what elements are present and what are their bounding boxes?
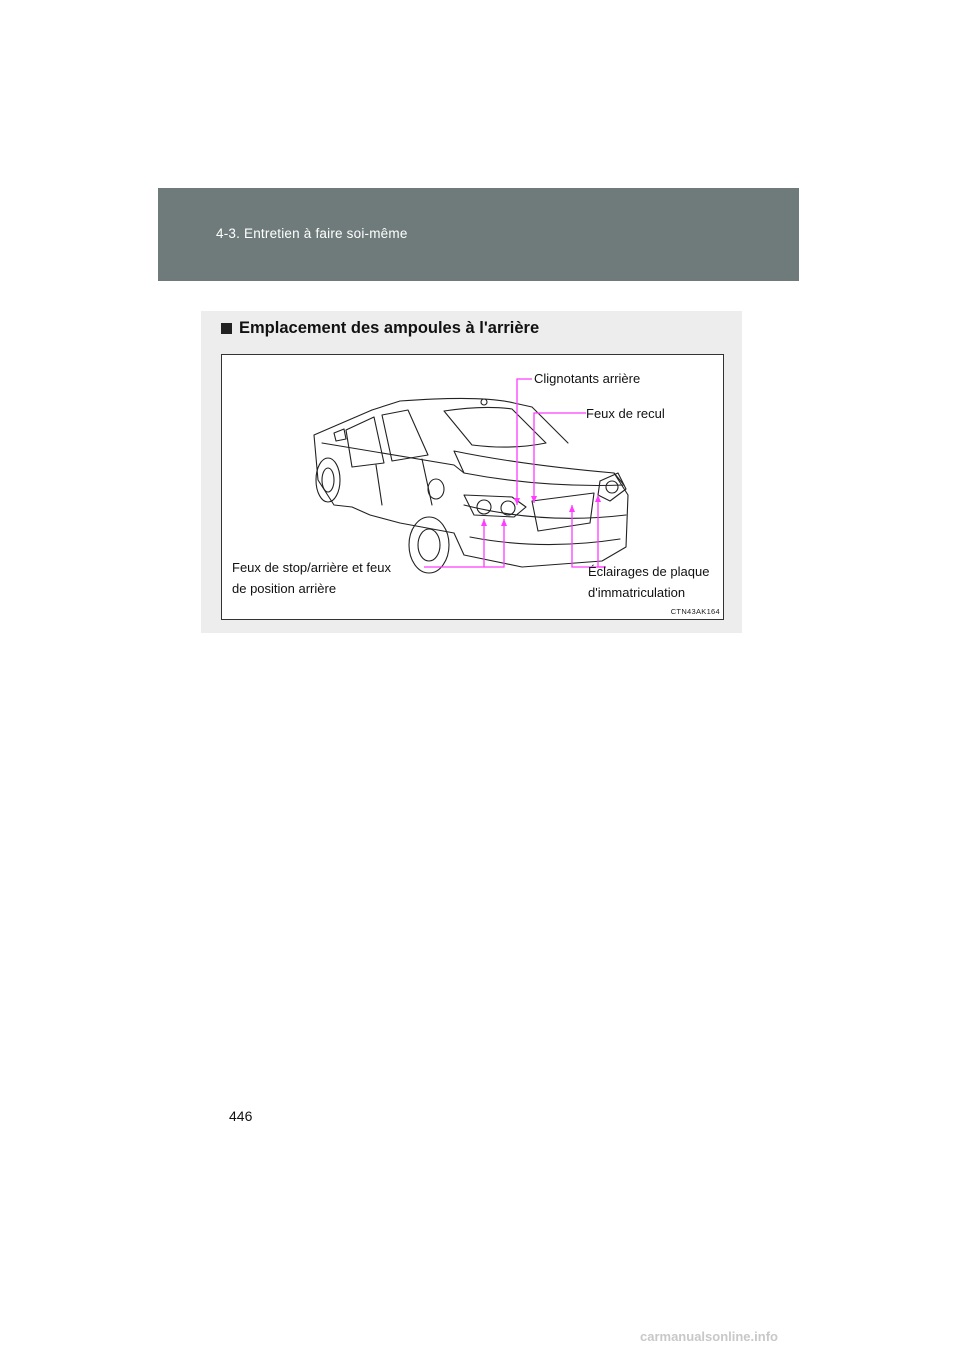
- roof-antenna: [481, 399, 487, 405]
- rear-bumper: [464, 505, 626, 545]
- section-title: 4-3. Entretien à faire soi-même: [216, 226, 408, 241]
- side-window-front: [346, 417, 384, 467]
- callout-rear-turn: Clignotants arrière: [534, 371, 641, 386]
- page-number: 446: [229, 1108, 253, 1124]
- arrow-stop-2: [501, 519, 507, 526]
- left-lamp-bulb-2: [501, 501, 515, 515]
- arrow-license-1: [569, 505, 575, 512]
- info-panel: [201, 311, 742, 633]
- figure-code: CTN43AK164: [670, 607, 720, 616]
- rear-bulb-diagram: [221, 354, 724, 620]
- side-window-rear: [382, 410, 428, 461]
- leader-license-2: [598, 495, 606, 567]
- callout-stop-tail-line2: de position arrière: [232, 581, 337, 596]
- rear-wheel: [409, 517, 449, 573]
- callout-stop-tail-line1: Feux de stop/arrière et feux: [232, 560, 391, 575]
- callout-license-line1: Éclairages de plaque: [588, 564, 710, 579]
- right-lamp-bulb: [606, 481, 618, 493]
- square-bullet-icon: [221, 323, 232, 334]
- rear-window: [444, 407, 546, 447]
- leader-rear-turn: [517, 379, 532, 505]
- fuel-door: [428, 479, 444, 499]
- rear-wheel-hub: [418, 529, 440, 561]
- callout-backup: Feux de recul: [586, 406, 665, 421]
- leader-license-1: [572, 505, 606, 567]
- belt-line: [322, 443, 464, 473]
- trunk-lid: [454, 451, 624, 486]
- panel-heading-text: Emplacement des ampoules à l'arrière: [239, 319, 540, 337]
- door-line: [376, 459, 432, 505]
- license-plate-recess: [532, 493, 594, 531]
- left-lamp-bulb-1: [477, 500, 491, 514]
- panel-heading: [221, 319, 539, 338]
- leader-backup: [534, 413, 586, 503]
- right-tail-lamp: [598, 473, 626, 501]
- arrow-stop-1: [481, 519, 487, 526]
- front-wheel-hub: [322, 468, 334, 492]
- watermark: carmanualsonline.info: [640, 1329, 778, 1344]
- side-mirror: [334, 429, 346, 441]
- header-band: [158, 188, 799, 281]
- callout-license-line2: d'immatriculation: [588, 585, 686, 600]
